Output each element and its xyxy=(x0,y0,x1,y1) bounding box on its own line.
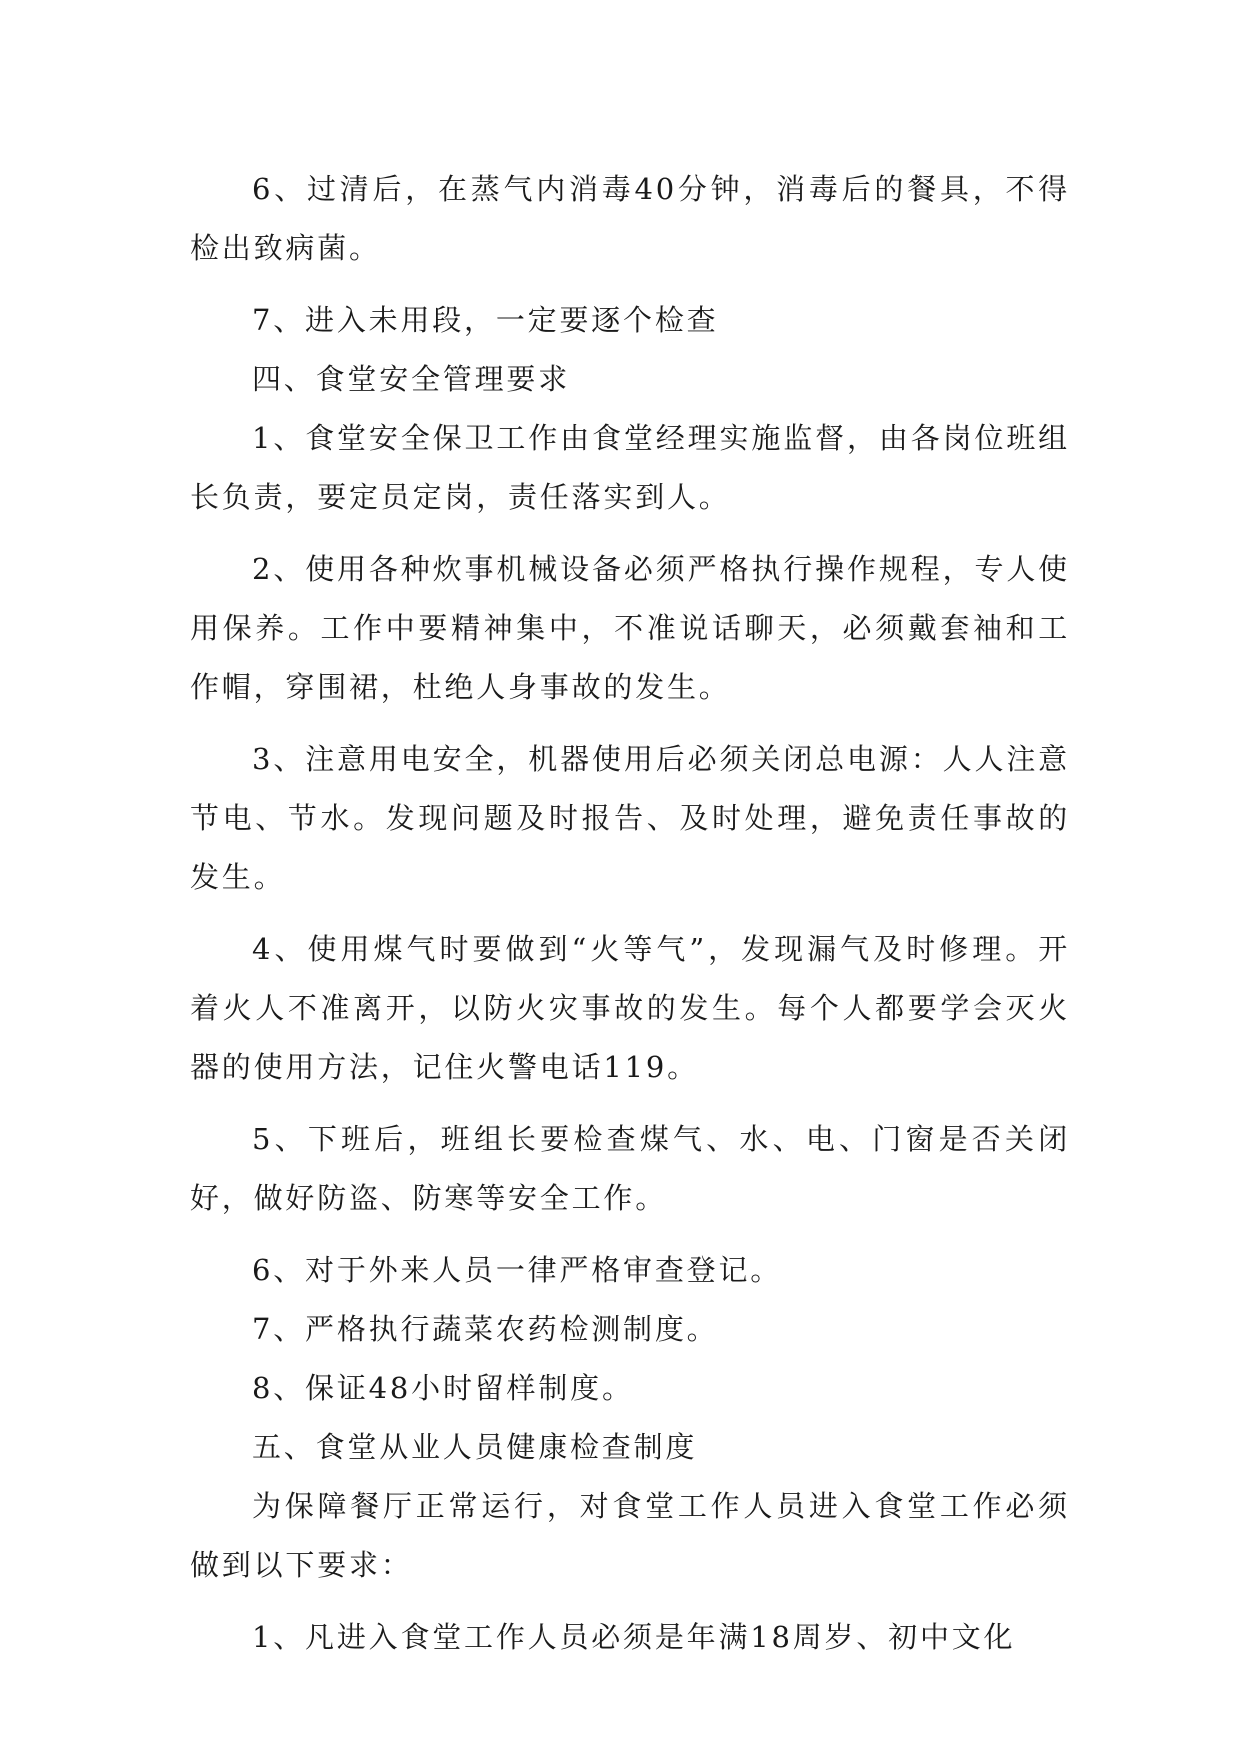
paragraph-pesticide-testing: 7、严格执行蔬菜农药检测制度。 xyxy=(252,1312,719,1346)
paragraph-disinfection-steam: 6、过清后，在蒸气内消毒40分钟，消毒后的餐具，不得检出致病菌。 xyxy=(190,172,1070,265)
paragraph-gas-safety: 4、使用煤气时要做到“火等气”，发现漏气及时修理。开着火人不准离开，以防火灾事故的发生。每个人都要学会灭火器的使用方法，记住火警电话119。 xyxy=(190,932,1070,1084)
paragraph-visitor-registration: 6、对于外来人员一律严格审查登记。 xyxy=(252,1253,783,1287)
paragraph-machine-operation: 2、使用各种炊事机械设备必须严格执行操作规程，专人使用保养。工作中要精神集中，不准说话聊天，必须戴套袖和工作帽，穿围裙，杜绝人身事故的发生。 xyxy=(190,552,1070,704)
paragraph-age-requirement: 1、凡进入食堂工作人员必须是年满18周岁、初中文化 xyxy=(252,1620,1016,1654)
paragraph-sample-retention: 8、保证48小时留样制度。 xyxy=(252,1371,634,1405)
section-heading-health-check: 五、食堂从业人员健康检查制度 xyxy=(252,1430,698,1464)
paragraph-health-intro: 为保障餐厅正常运行，对食堂工作人员进入食堂工作必须做到以下要求： xyxy=(190,1489,1070,1582)
document-body xyxy=(190,160,1070,1667)
paragraph-check-unused: 7、进入未用段，一定要逐个检查 xyxy=(252,303,719,337)
paragraph-electric-safety: 3、注意用电安全，机器使用后必须关闭总电源：人人注意节电、节水。发现问题及时报告、及时处理，避免责任事故的发生。 xyxy=(190,742,1070,894)
paragraph-closing-check: 5、下班后，班组长要检查煤气、水、电、门窗是否关闭好，做好防盗、防寒等安全工作。 xyxy=(190,1122,1070,1215)
paragraph-security-supervision: 1、食堂安全保卫工作由食堂经理实施监督，由各岗位班组长负责，要定员定岗，责任落实到人。 xyxy=(190,421,1070,514)
section-heading-safety-management: 四、食堂安全管理要求 xyxy=(252,362,571,396)
